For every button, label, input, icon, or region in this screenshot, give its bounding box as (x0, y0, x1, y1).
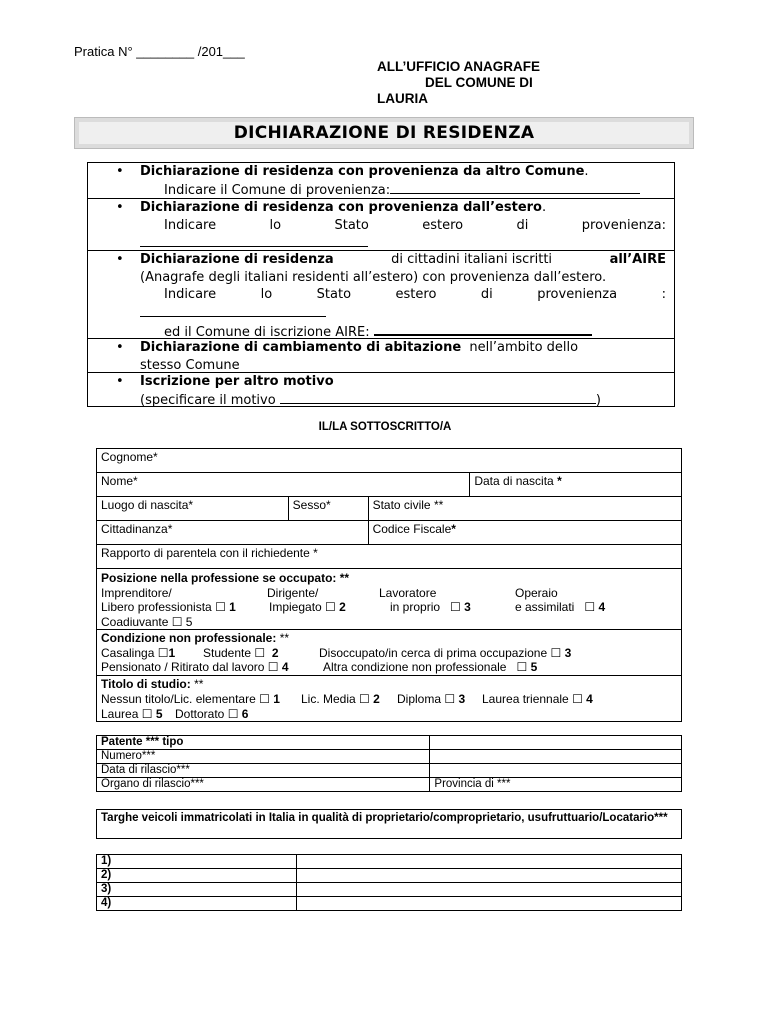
tit-option-4-num: 4 (586, 691, 593, 706)
option-altro-motivo[interactable] (88, 373, 674, 407)
pos-option-4-num: 4 (598, 600, 606, 614)
option-5-instruction: (specificare il motivo (140, 392, 276, 408)
targa-field[interactable] (296, 897, 681, 911)
titolo-studio-section (97, 676, 682, 722)
pos-option-5[interactable]: Coadiuvante ☐ 5 (101, 614, 193, 629)
stato-civile-field[interactable] (368, 497, 681, 521)
word: Stato (334, 217, 369, 233)
patente-tipo-field[interactable] (430, 736, 682, 750)
titolo-stars: ** (194, 677, 204, 691)
checkbox-square: ☐ (516, 660, 528, 674)
patente-numero-label (97, 750, 430, 764)
option-aire[interactable] (88, 251, 674, 339)
data-nascita-field[interactable] (470, 473, 682, 497)
rapporto-parentela-label: Rapporto di parentela con il richiedente * (101, 546, 318, 560)
comune-provenienza-field[interactable] (390, 181, 640, 194)
required-star: * (557, 474, 562, 488)
option-3-comune-aire: ed il Comune di iscrizione AIRE: (164, 325, 370, 340)
posizione-row-1 (101, 586, 681, 601)
tit-option-4[interactable] (482, 692, 593, 707)
tit-option-3-label: Diploma ☐ (397, 691, 456, 706)
option-3-mid: di cittadini italiani iscritti (391, 252, 553, 267)
pos-option-4-label: e assimilati (515, 600, 575, 614)
cognome-label: Cognome* (101, 450, 158, 464)
option-estero[interactable] (88, 199, 674, 251)
patente-table (96, 735, 682, 792)
tit-option-3[interactable] (397, 692, 465, 707)
pratica-number: Pratica N° ________ /201___ (74, 44, 245, 59)
option-1-end: . (584, 164, 589, 179)
luogo-nascita-label: Luogo di nascita* (101, 498, 194, 512)
word: di (480, 287, 493, 302)
titolo-row-2 (101, 707, 681, 722)
pos-operaio: Operaio (515, 585, 558, 600)
sesso-field[interactable] (288, 497, 368, 521)
aire-stato-field[interactable] (140, 304, 326, 317)
targa-field[interactable] (296, 883, 681, 897)
pos-option-3[interactable] (390, 600, 471, 615)
targa-row-number: 3) (97, 883, 297, 897)
option-3-instruction (140, 286, 666, 304)
cond-option-5[interactable] (323, 660, 537, 675)
bullet: • (116, 200, 124, 215)
option-cambio-abitazione[interactable] (88, 339, 674, 373)
tit-option-1-label: Nessun titolo/Lic. elementare ☐ (101, 691, 270, 706)
option-5-label: Iscrizione per altro motivo (140, 374, 334, 389)
pos-option-3-label: in proprio (390, 600, 441, 614)
rapporto-parentela-field[interactable] (97, 545, 682, 569)
condizione-row-2 (101, 660, 681, 675)
checkbox-square: ☐ (584, 600, 596, 614)
patente-data-label (97, 764, 430, 778)
option-3-heading (140, 251, 666, 269)
office-line-3: LAURIA (377, 91, 428, 106)
targa-row-number: 4) (97, 897, 297, 911)
cittadinanza-label: Cittadinanza* (101, 522, 173, 536)
cond-option-2[interactable] (203, 646, 279, 661)
cond-option-4[interactable] (101, 660, 289, 675)
patente-title: Patente *** tipo (101, 736, 184, 748)
option-2-end: . (541, 200, 547, 215)
pos-option-1-num: 1 (229, 600, 236, 614)
patente-data-text: Data di rilascio*** (101, 764, 190, 776)
pos-lavoratore: Lavoratore (379, 585, 437, 600)
document-title-bar (74, 117, 694, 149)
word: lo (269, 217, 282, 233)
codice-fiscale-label: Codice Fiscale (372, 522, 452, 536)
data-nascita-label: Data di nascita (474, 474, 554, 488)
pos-dirigente: Dirigente/ (267, 585, 319, 600)
cond-option-3[interactable] (319, 646, 571, 661)
bullet: • (116, 164, 124, 179)
tit-option-1[interactable] (101, 692, 280, 707)
tit-option-4-label: Laurea triennale ☐ (482, 691, 583, 706)
pos-option-4[interactable] (515, 600, 605, 615)
option-1-instruction: Indicare il Comune di provenienza: (164, 182, 391, 198)
checkbox-square: ☐ (450, 600, 461, 614)
patente-data-field[interactable] (430, 764, 682, 778)
patente-numero-text: Numero*** (101, 750, 156, 762)
condizione-row-1 (101, 646, 681, 661)
cond-option-2-num: 2 (271, 645, 279, 660)
cond-option-1[interactable] (101, 646, 175, 661)
nome-label: Nome* (101, 474, 138, 488)
tit-option-3-num: 3 (458, 691, 466, 706)
tit-option-5-label: Laurea ☐ (101, 706, 153, 721)
pos-option-2-label: Impiegato ☐ (269, 600, 336, 614)
targhe-list-table (96, 854, 682, 911)
condizione-section (97, 630, 682, 676)
nome-field[interactable] (97, 473, 470, 497)
cond-option-5-num: 5 (530, 660, 538, 674)
patente-tipo-label (97, 736, 430, 750)
cond-option-5-label: Altra condizione non professionale (323, 660, 507, 674)
word: lo (260, 287, 273, 302)
patente-organo-field[interactable] (97, 778, 430, 792)
posizione-row-2 (101, 600, 681, 615)
targa-field[interactable] (296, 869, 681, 883)
declaration-type-options (87, 162, 675, 407)
option-3-label: Dichiarazione di residenza (140, 252, 334, 267)
posizione-title: Posizione nella professione se occupato: ** (101, 571, 350, 585)
recipient-office (377, 59, 540, 107)
word: Indicare (164, 217, 217, 233)
tit-option-6[interactable] (175, 707, 248, 722)
word: : (661, 287, 666, 302)
patente-provincia-text: Provincia di *** (434, 778, 511, 790)
tit-option-2[interactable] (301, 692, 380, 707)
bullet: • (116, 252, 124, 267)
document-title: DICHIARAZIONE DI RESIDENZA (79, 122, 689, 144)
patente-provincia-field[interactable] (430, 778, 682, 792)
pos-option-1[interactable] (101, 600, 236, 615)
patente-organo-text: Organo di rilascio*** (101, 778, 204, 790)
pos-option-2-num: 2 (339, 600, 346, 614)
cond-option-1-num: 1 (168, 645, 176, 660)
cond-option-4-label: Pensionato / Ritirato dal lavoro ☐ (101, 660, 279, 674)
word: provenienza: (581, 217, 666, 233)
targa-row-number: 2) (97, 869, 297, 883)
pos-option-2[interactable] (269, 600, 346, 615)
condizione-stars: ** (279, 631, 290, 645)
tit-option-6-num: 6 (241, 706, 249, 721)
personal-data-table (96, 448, 682, 722)
tit-option-5-num: 5 (155, 706, 163, 721)
cond-option-1-label: Casalinga ☐ (101, 645, 169, 660)
option-4-rest: nell’ambito dello (469, 340, 579, 355)
codice-fiscale-field[interactable] (368, 521, 681, 545)
tit-option-1-num: 1 (273, 691, 280, 706)
condizione-title: Condizione non professionale: (101, 631, 277, 645)
tit-option-5[interactable] (101, 707, 163, 722)
cognome-field[interactable] (97, 449, 682, 473)
luogo-nascita-field[interactable] (97, 497, 289, 521)
titolo-title: Titolo di studio: (101, 677, 191, 691)
word: estero (422, 217, 464, 233)
altro-motivo-field[interactable] (280, 391, 596, 404)
patente-numero-field[interactable] (430, 750, 682, 764)
word: provenienza (537, 287, 618, 302)
bullet: • (116, 374, 124, 389)
option-2-label: Dichiarazione di residenza con provenienza dall’estero (140, 200, 542, 215)
cond-option-4-num: 4 (281, 660, 289, 674)
titolo-row-1 (101, 692, 681, 707)
posizione-professione-section (97, 569, 682, 630)
bullet: • (116, 340, 124, 355)
option-5-close: ) (595, 392, 601, 408)
pos-option-1-label: Libero professionista ☐ (101, 600, 226, 614)
targhe-veicoli-heading: Targhe veicoli immatricolati in Italia in qualità di proprietario/comproprietario, usufruttuario/Locatario*** (96, 809, 682, 839)
option-2-instruction (140, 217, 666, 235)
comune-aire-field[interactable] (374, 322, 592, 336)
tit-option-2-label: Lic. Media ☐ (301, 691, 370, 706)
pos-imprenditore: Imprenditore/ (101, 585, 172, 600)
word: Stato (316, 287, 352, 302)
option-1-label: Dichiarazione di residenza con provenienza da altro Comune (140, 164, 585, 179)
targa-field[interactable] (296, 855, 681, 869)
stato-civile-label: Stato civile ** (372, 498, 444, 512)
option-4-label: Dichiarazione di cambiamento di abitazione (140, 340, 462, 355)
option-altro-comune[interactable] (88, 163, 674, 199)
targa-row-number: 1) (97, 855, 297, 869)
option-3-description: (Anagrafe degli italiani residenti all’estero) con provenienza dall’estero. (140, 269, 607, 285)
word: Indicare (164, 287, 217, 302)
word: di (516, 217, 529, 233)
office-line-1: ALL’UFFICIO ANAGRAFE (377, 59, 540, 74)
section-subtitle: IL/LA SOTTOSCRITTO/A (318, 421, 452, 433)
cond-option-2-label: Studente ☐ (203, 645, 266, 660)
word: estero (395, 287, 437, 302)
cond-option-3-num: 3 (564, 645, 572, 660)
tit-option-6-label: Dottorato ☐ (175, 706, 239, 721)
required-star: * (451, 522, 456, 536)
cond-option-3-label: Disoccupato/in cerca di prima occupazione ☐ (319, 645, 562, 660)
office-line-2: DEL COMUNE DI (425, 75, 533, 90)
sesso-label: Sesso* (292, 498, 331, 512)
pos-option-3-num: 3 (464, 600, 471, 614)
tit-option-2-num: 2 (373, 691, 380, 706)
cittadinanza-field[interactable] (97, 521, 369, 545)
stato-estero-field[interactable] (140, 234, 368, 247)
option-4-line2: stesso Comune (140, 357, 240, 373)
option-3-aire: all’AIRE (609, 252, 666, 267)
